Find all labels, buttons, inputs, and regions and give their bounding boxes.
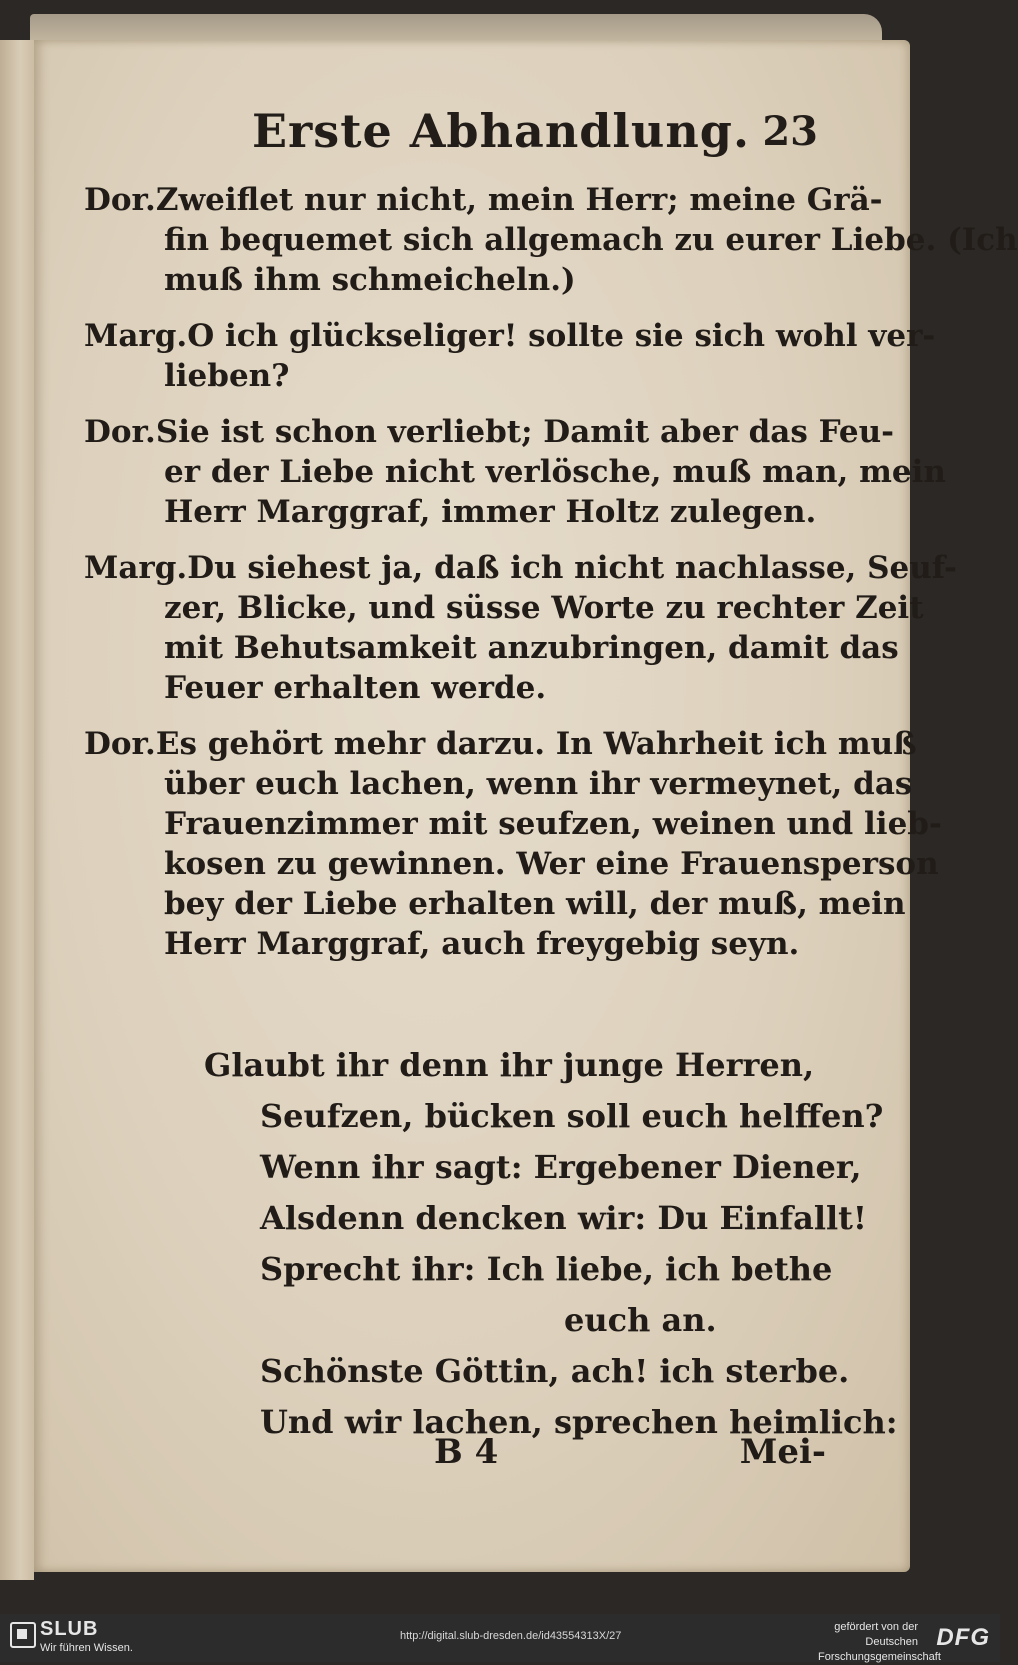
verse-line: Sprecht ihr: Ich liebe, ich bethe	[260, 1250, 833, 1288]
verse-line: euch an.	[564, 1301, 717, 1339]
text-line: Dor.Es gehört mehr darzu. In Wahrheit ich muß	[84, 726, 917, 762]
text-line: Dor.Zweiflet nur nicht, mein Herr; meine Grä-	[84, 182, 883, 218]
speech-block	[84, 548, 957, 708]
verse-line: Und wir lachen, sprechen heimlich:	[260, 1403, 898, 1441]
song-verse	[204, 1040, 898, 1448]
text-line: er der Liebe nicht verlösche, muß man, mein	[164, 454, 946, 490]
text-line: fin bequemet sich allgemach zu eurer Liebe. (Ich	[164, 222, 1018, 258]
page-footer	[34, 1432, 910, 1482]
text-line: Marg.Du siehest ja, daß ich nicht nachlasse, Seuf-	[84, 550, 957, 586]
text-line: zer, Blicke, und süsse Worte zu rechter Zeit	[164, 590, 924, 626]
text-line: Frauenzimmer mit seufzen, weinen und lieb-	[164, 806, 942, 842]
book-page	[34, 40, 1018, 1572]
text-line: Marg.O ich glückseliger! sollte sie sich wohl ver-	[84, 318, 936, 354]
page-number: 23	[762, 108, 818, 155]
text-line: Dor.Sie ist schon verliebt; Damit aber das Feu-	[84, 414, 895, 450]
funding-line-1: gefördert von der	[834, 1621, 918, 1633]
slub-logo-icon[interactable]	[10, 1622, 36, 1648]
funding-line-2: Deutschen Forschungsgemeinschaft	[818, 1636, 941, 1663]
text-line: Herr Marggraf, immer Holtz zulegen.	[164, 494, 817, 530]
page-header	[34, 104, 910, 174]
text-line: mit Behutsamkeit anzubringen, damit das	[164, 630, 899, 666]
dfg-logo[interactable]: DFG	[936, 1624, 990, 1651]
text-line: lieben?	[164, 358, 290, 394]
funding-note	[818, 1620, 941, 1665]
facing-page-edge	[0, 40, 34, 1580]
verse-line: Glaubt ihr denn ihr junge Herren,	[204, 1046, 815, 1084]
text-line: bey der Liebe erhalten will, der muß, mein	[164, 886, 906, 922]
viewer-footer-bar	[0, 1614, 1000, 1662]
text-line: über euch lachen, wenn ihr vermeynet, das	[164, 766, 913, 802]
running-title: Erste Abhandlung.	[252, 104, 750, 158]
slub-logo-name[interactable]: SLUB	[40, 1618, 99, 1640]
speech-block	[84, 724, 942, 964]
permalink-url[interactable]: http://digital.slub-dresden.de/id43554313X/27	[400, 1630, 622, 1642]
catchword: Mei-	[739, 1432, 826, 1472]
verse-line: Alsdenn dencken wir: Du Einfallt!	[260, 1199, 867, 1237]
signature-mark: B 4	[434, 1432, 499, 1472]
speech-block	[84, 412, 946, 532]
text-line: Feuer erhalten werde.	[164, 670, 547, 706]
text-line: Herr Marggraf, auch freygebig seyn.	[164, 926, 800, 962]
text-line: kosen zu gewinnen. Wer eine Frauensperson	[164, 846, 939, 882]
speech-block	[84, 316, 936, 396]
text-line: muß ihm schmeicheln.)	[164, 262, 576, 298]
verse-line: Wenn ihr sagt: Ergebener Diener,	[260, 1148, 862, 1186]
slub-tagline: Wir führen Wissen.	[40, 1642, 133, 1654]
speech-block	[84, 180, 1018, 300]
verse-line: Seufzen, bücken soll euch helffen?	[260, 1097, 884, 1135]
dialogue-text	[84, 180, 1018, 980]
verse-line: Schönste Göttin, ach! ich sterbe.	[260, 1352, 850, 1390]
